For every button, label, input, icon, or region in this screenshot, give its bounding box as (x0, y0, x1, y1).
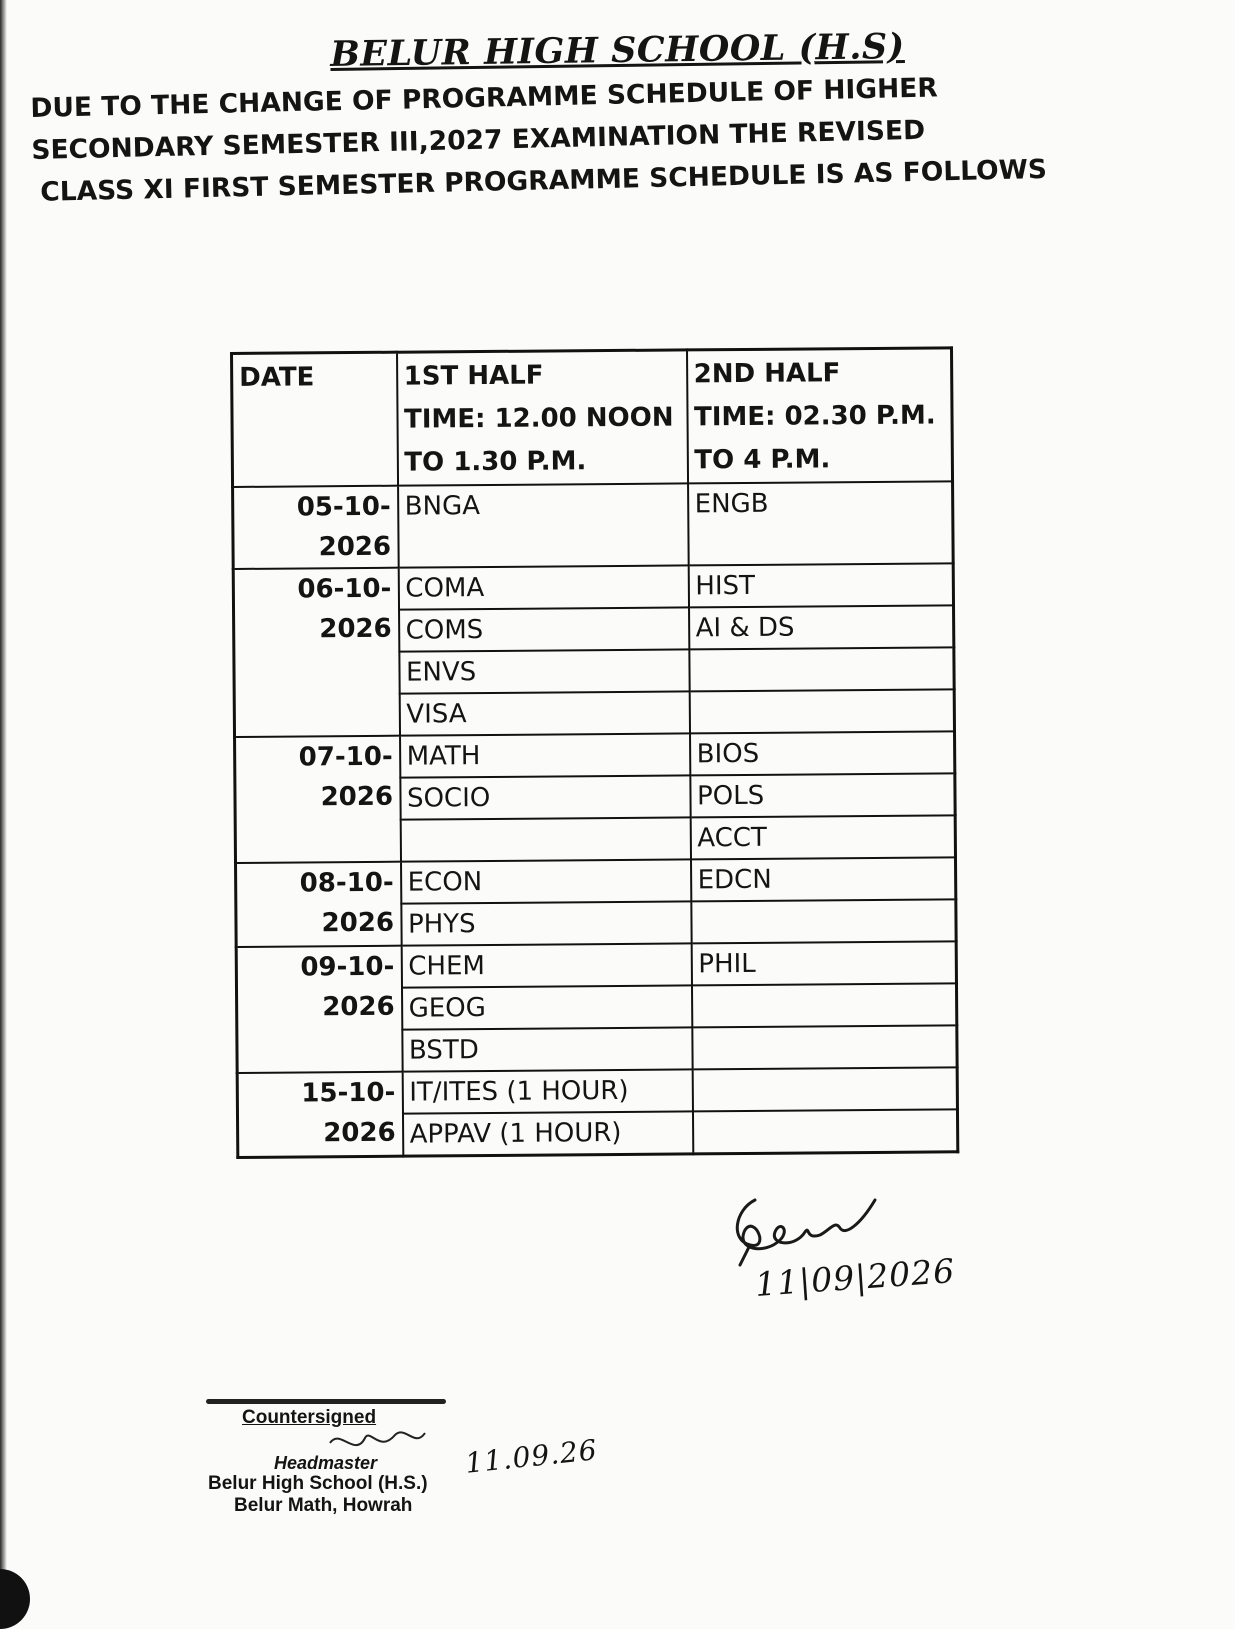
school-title: BELUR HIGH SCHOOL (H.S) (330, 25, 905, 76)
stamp-bar (206, 1399, 446, 1404)
first-half-subject: COMA (398, 565, 688, 609)
first-half-subject: COMS (399, 607, 689, 651)
date-cell: 07-10-2026 (235, 736, 401, 863)
second-half-subject: PHIL (691, 941, 956, 985)
table-row (233, 481, 954, 569)
second-half-subject (689, 689, 954, 733)
headmaster-stamp (200, 1395, 500, 1525)
first-half-subject: BSTD (402, 1027, 692, 1071)
corner-shadow (0, 1569, 30, 1629)
first-half-subject: PHYS (401, 901, 691, 945)
intro-line-3: CLASS XI FIRST SEMESTER PROGRAMME SCHEDULE IS AS FOLLOWS (40, 153, 1048, 208)
second-half-subject: ACCT (690, 815, 955, 859)
second-half-subject (691, 983, 956, 1027)
stamp-headmaster: Headmaster (274, 1453, 378, 1473)
second-half-subject (689, 647, 954, 691)
table-row (236, 941, 956, 989)
second-half-subject: HIST (688, 563, 953, 607)
stamp-school: Belur High School (H.S.) (208, 1473, 428, 1494)
table-row (235, 731, 955, 779)
first-half-subject: BNGA (398, 483, 689, 567)
first-half-subject: VISA (399, 691, 689, 735)
header-first-half: 1ST HALF TIME: 12.00 NOON TO 1.30 P.M. (397, 350, 688, 486)
table-header-row (232, 348, 953, 487)
first-half-subject: GEOG (401, 985, 691, 1029)
intro-line-1: DUE TO THE CHANGE OF PROGRAMME SCHEDULE OF HIGHER (30, 72, 939, 124)
header-date: DATE (232, 352, 398, 487)
first-half-subject (400, 817, 690, 861)
first-half-subject: SOCIO (400, 775, 690, 819)
first-half-subject: MATH (400, 733, 690, 777)
schedule-body (233, 481, 958, 1157)
page-edge-shadow (0, 0, 7, 1599)
date-cell: 06-10-2026 (233, 568, 399, 737)
date-cell: 09-10-2026 (236, 946, 402, 1073)
date-cell: 08-10-2026 (236, 862, 402, 947)
second-half-subject (692, 1067, 957, 1111)
intro-line-2: SECONDARY SEMESTER III,2027 EXAMINATION THE REVISED (31, 114, 926, 166)
first-half-subject: ECON (401, 859, 691, 903)
first-half-subject: CHEM (401, 943, 691, 987)
date-cell: 05-10-2026 (233, 486, 399, 569)
second-half-subject (691, 899, 956, 943)
date-cell: 15-10-2026 (237, 1072, 403, 1158)
signature-date: 11|09|2026 (753, 1251, 957, 1304)
second-half-subject: AI & DS (689, 605, 954, 649)
first-half-subject: APPAV (1 HOUR) (402, 1111, 692, 1156)
table-row (237, 1067, 957, 1115)
second-half-subject (692, 1025, 957, 1069)
second-half-subject (692, 1109, 957, 1154)
intro-notice (30, 64, 1093, 214)
first-half-subject: ENVS (399, 649, 689, 693)
table-row (236, 857, 956, 905)
first-half-subject: IT/ITES (1 HOUR) (402, 1069, 692, 1113)
second-half-subject: POLS (690, 773, 955, 817)
schedule-table (230, 346, 959, 1159)
second-half-subject: EDCN (690, 857, 955, 901)
second-half-subject: ENGB (688, 481, 954, 565)
second-half-subject: BIOS (690, 731, 955, 775)
stamp-countersigned: Countersigned (242, 1407, 377, 1428)
stamp-date: 11.09.26 (463, 1433, 600, 1480)
schedule-table-wrap (230, 346, 959, 1159)
table-row (233, 563, 953, 611)
header-second-half: 2ND HALF TIME: 02.30 P.M. TO 4 P.M. (686, 348, 952, 484)
stamp-location: Belur Math, Howrah (234, 1495, 413, 1516)
